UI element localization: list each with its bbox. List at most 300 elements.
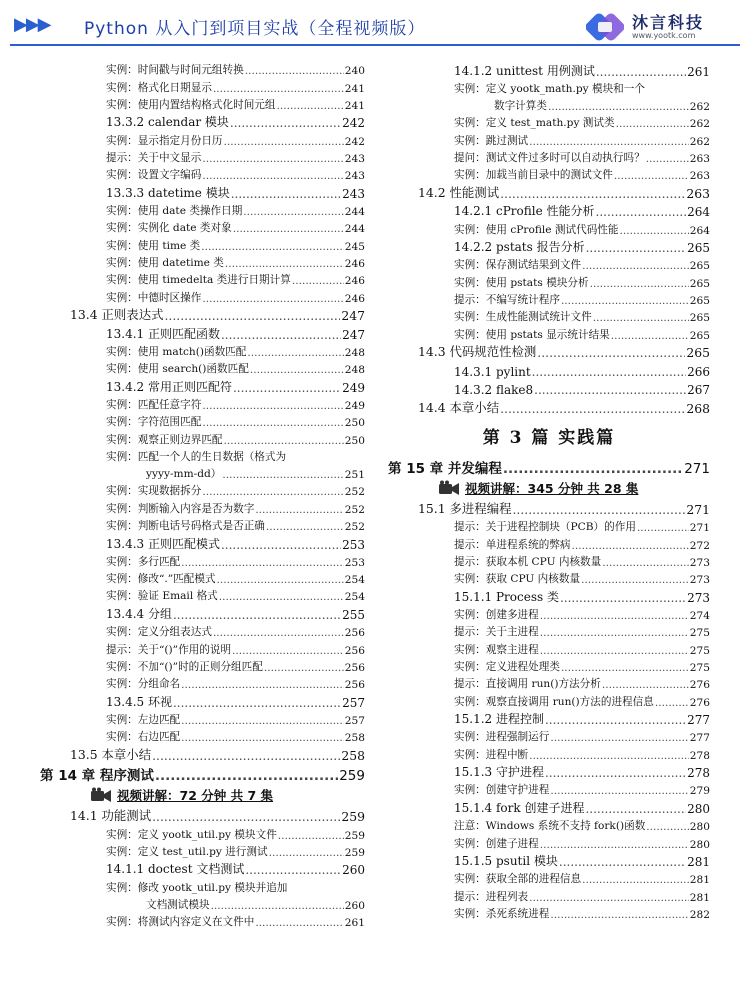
leader-dots [646, 821, 688, 833]
toc-entry [388, 324, 710, 341]
toc-page-number: 254 [344, 574, 365, 587]
toc-subsection [40, 182, 365, 201]
leader-dots [264, 662, 344, 674]
toc-entry [388, 272, 710, 289]
toc-entry [40, 270, 365, 287]
toc-page-number: 276 [689, 696, 710, 709]
leader-dots [534, 383, 686, 397]
toc-page-number: 264 [689, 224, 710, 237]
toc-subsection [388, 60, 710, 79]
leader-dots [233, 381, 341, 395]
toc-entry [40, 148, 365, 165]
toc-page-number: 276 [689, 679, 710, 692]
toc-entry [40, 727, 365, 744]
toc-entry-label: 注意：Windows 系统不支持 fork()函数 [454, 820, 646, 833]
toc-entry [40, 412, 365, 429]
toc-entry [388, 255, 710, 272]
toc-entry-label: 实例：使用 match()函数匹配 [106, 345, 247, 358]
toc-entry [388, 219, 710, 236]
toc-entry [40, 201, 365, 218]
toc-entry [388, 79, 710, 96]
part-title: 第 3 篇 实践篇 [482, 428, 616, 449]
leader-dots [655, 697, 689, 709]
toc-entry-label: 实例：定义分组表达式 [106, 626, 212, 639]
toc-entry-label: 实例：右边匹配 [106, 731, 181, 744]
toc-page-number: 246 [344, 257, 365, 270]
toc-section [388, 342, 710, 361]
toc-entry [40, 674, 365, 691]
leader-dots [529, 750, 689, 762]
toc-page-number: 259 [344, 846, 365, 859]
toc-page-number: 259 [341, 809, 365, 825]
toc-entry-label: 实例：使用 time 类 [106, 239, 201, 252]
toc-column-left [40, 60, 365, 929]
leader-dots [202, 153, 343, 165]
toc-entry [40, 498, 365, 515]
toc-page-number: 256 [344, 627, 365, 640]
toc-entry-label: 提示：不编写统计程序 [454, 293, 560, 306]
toc-page-number: 242 [344, 135, 365, 148]
toc-entry [40, 287, 365, 304]
toc-page-number: 240 [344, 65, 365, 78]
toc-entry [388, 727, 710, 744]
toc-page-number: 249 [344, 399, 365, 412]
toc-entry [40, 481, 365, 498]
toc-page-number: 255 [342, 607, 365, 622]
toc-entry [40, 77, 365, 94]
leader-dots [266, 521, 344, 533]
toc-page-number: 261 [344, 917, 365, 930]
toc-entry [40, 60, 365, 77]
toc-chapter [388, 456, 710, 477]
toc-entry [40, 359, 365, 376]
leader-dots [596, 205, 687, 219]
leader-dots [561, 295, 689, 307]
toc-entry [40, 842, 365, 859]
toc-entry-label: 实例：使用 search()函数匹配 [106, 363, 249, 376]
toc-entry-label: 13.4.3 正则匹配模式 [106, 536, 220, 551]
toc-entry-label: 实例：多行匹配 [106, 555, 181, 568]
toc-entry [388, 307, 710, 324]
toc-entry-label: 14.1.1 doctest 文档测试 [106, 862, 245, 877]
toc-entry-label: 14.2 性能测试 [418, 184, 500, 200]
toc-entry [40, 824, 365, 841]
toc-entry [388, 780, 710, 797]
toc-page-number: 267 [687, 383, 710, 398]
toc-entry-label: 14.3.1 pylint [454, 364, 531, 379]
toc-page-number: 277 [689, 732, 710, 745]
toc-section [40, 744, 365, 763]
toc-entry-label: 15.1.5 psutil 模块 [454, 854, 558, 869]
leader-dots [529, 892, 689, 904]
toc-page-number: 278 [689, 749, 710, 762]
toc-entry-label: 实例：定义进程处理类 [454, 660, 560, 673]
leader-dots [222, 469, 343, 481]
toc-page-number: 261 [687, 64, 710, 79]
toc-entry-label: 提示：关于中文显示 [106, 151, 202, 164]
toc-entry-label: 15.1.4 fork 创建子进程 [454, 800, 585, 815]
toc-entry-label: 实例：使用 timedelta 类进行日期计算 [106, 274, 291, 287]
toc-page-number: 271 [684, 460, 710, 477]
leader-dots [537, 345, 685, 360]
leader-dots [173, 608, 341, 622]
toc-entry [388, 569, 710, 586]
leader-dots [611, 330, 689, 342]
toc-page-number: 241 [344, 82, 365, 95]
toc-page-number: 265 [689, 312, 710, 325]
toc-page-number: 273 [689, 556, 710, 569]
toc-entry-label: 实例：生成性能测试统计文件 [454, 311, 592, 324]
toc-entry [388, 691, 710, 708]
toc-entry [388, 290, 710, 307]
leader-dots [500, 186, 685, 201]
toc-page-number: 273 [689, 574, 710, 587]
toc-entry [40, 622, 365, 639]
leader-dots [202, 293, 343, 305]
toc-entry-label: 提问：测试文件过多时可以自动执行吗？ [454, 151, 645, 164]
toc-entry [40, 95, 365, 112]
toc-entry-label: 提示：直接调用 run()方法分析 [454, 678, 601, 691]
toc-page-number: 243 [344, 170, 365, 183]
toc-entry-label: 实例：定义 test_math.py 测试类 [454, 117, 615, 130]
leader-dots [219, 591, 344, 603]
leader-dots [181, 715, 344, 727]
leader-dots [550, 732, 688, 744]
toc-entry-label: 实例：显示指定月份日历 [106, 134, 223, 147]
toc-entry-label: 实例：判断电话号码格式是否正确 [106, 520, 265, 533]
toc-page-number: 265 [689, 260, 710, 273]
toc-page-number: 243 [342, 186, 365, 201]
toc-page-number: 251 [344, 469, 365, 482]
toc-page-number: 266 [687, 364, 710, 379]
toc-page-number: 263 [689, 152, 710, 165]
toc-subsection [40, 691, 365, 710]
toc-subsection [388, 797, 710, 816]
toc-entry-label: 实例：使用 pstats 显示统计结果 [454, 328, 610, 341]
leader-dots [213, 627, 344, 639]
book-title: Python 从入门到项目实战（全程视频版） [84, 19, 426, 39]
toc-entry-label: 实例：跳过测试 [454, 134, 529, 147]
toc-page-number: 247 [342, 327, 365, 342]
leader-dots [548, 101, 689, 113]
toc-page-number: 257 [342, 695, 365, 710]
leader-dots [545, 713, 686, 727]
toc-entry-label: 实例：修改 yootk_util.py 模块并追加 [106, 881, 288, 894]
toc-entry-label: 实例：获取 CPU 内核数量 [454, 573, 581, 586]
leader-dots [292, 275, 344, 287]
toc-entry-label: 实例：获取全部的进程信息 [454, 873, 582, 886]
toc-page-number: 265 [689, 329, 710, 342]
toc-page-number: 258 [341, 747, 365, 763]
leader-dots [202, 417, 343, 429]
toc-entry-label: 实例：字符范围匹配 [106, 416, 202, 429]
toc-page-number: 250 [344, 417, 365, 430]
leader-dots [202, 170, 343, 182]
toc-entry [388, 744, 710, 761]
toc-page-number: 262 [689, 101, 710, 114]
toc-subsection [40, 603, 365, 622]
leader-dots [540, 610, 689, 622]
toc-entry [388, 886, 710, 903]
toc-page-number: 280 [687, 801, 710, 816]
toc-page-number: 253 [344, 556, 365, 569]
toc-entry [388, 113, 710, 130]
toc-entry [40, 710, 365, 727]
leader-dots [646, 153, 689, 165]
toc-entry-label: 15.1 多进程编程 [418, 501, 512, 517]
toc-page-number: 256 [344, 661, 365, 674]
toc-entry-label: 14.1 功能测试 [70, 808, 152, 824]
leader-dots [255, 917, 343, 929]
leader-dots [202, 400, 343, 412]
toc-subsection [388, 201, 710, 220]
toc-page-number: 281 [689, 874, 710, 887]
leader-dots [561, 662, 689, 674]
leader-dots [512, 502, 685, 517]
leader-dots [637, 522, 689, 534]
toc-page-number: 262 [689, 118, 710, 131]
toc-entry-label: 15.1.3 守护进程 [454, 765, 544, 780]
toc-page-number: 280 [689, 838, 710, 851]
toc-entry-label: 实例：格式化日期显示 [106, 81, 212, 94]
toc-page-number: 275 [689, 644, 710, 657]
toc-subsection [388, 586, 710, 605]
toc-entry [388, 148, 710, 165]
leader-dots [602, 679, 689, 691]
toc-entry-label: 实例：使用 pstats 模块分析 [454, 276, 589, 289]
toc-entry [388, 639, 710, 656]
toc-page-number: 253 [342, 537, 365, 552]
toc-page-number: 275 [689, 661, 710, 674]
leader-dots [164, 308, 340, 323]
leader-dots [540, 645, 689, 657]
toc-entry-label: 实例：观察正则边界匹配 [106, 433, 223, 446]
publisher-logo [586, 8, 736, 44]
leader-dots [181, 679, 344, 691]
video-camera-icon [438, 480, 460, 496]
toc-entry [40, 657, 365, 674]
toc-entry-label: 14.2.2 pstats 报告分析 [454, 240, 585, 255]
leader-dots [233, 223, 344, 235]
leader-dots [173, 696, 341, 710]
logo-name: 沐言科技 [632, 13, 705, 32]
toc-page-number: 244 [344, 223, 365, 236]
toc-entry [40, 877, 365, 894]
toc-page-number: 279 [689, 785, 710, 798]
toc-entry-label: 13.4.5 环视 [106, 694, 172, 709]
toc-entry-label: 实例：使用 cProfile 测试代码性能 [454, 223, 619, 236]
toc-page-number: 274 [689, 610, 710, 623]
toc-subsection [40, 859, 365, 878]
toc-subsection [40, 323, 365, 342]
toc-page-number: 248 [344, 346, 365, 359]
toc-entry [388, 534, 710, 551]
toc-page-number: 247 [341, 308, 365, 324]
leader-dots [582, 260, 689, 272]
toc-entry [388, 517, 710, 534]
toc-entry-label: 实例：保存测试结果到文件 [454, 259, 582, 272]
toc-entry-label: 提示：进程列表 [454, 890, 529, 903]
leader-dots [559, 855, 686, 869]
leader-dots [202, 486, 343, 498]
leader-dots [593, 312, 689, 324]
toc-entry [388, 96, 710, 113]
toc-section [388, 499, 710, 518]
toc-entry-label: 实例：定义 yootk_math.py 模块和一个 [454, 82, 645, 95]
leader-dots [582, 874, 689, 886]
toc-page-number: 281 [687, 855, 710, 870]
toc-entry-label: 13.4 正则表达式 [70, 307, 164, 323]
toc-entry-label: 实例：定义 yootk_util.py 模块文件 [106, 828, 277, 841]
toc-page-number: 242 [342, 116, 365, 131]
toc-entry-label: 实例：中德时区操作 [106, 291, 202, 304]
leader-dots [245, 863, 341, 877]
toc-entry-label: yyyy-mm-dd） [146, 468, 222, 481]
toc-subsection [388, 851, 710, 870]
leader-dots [503, 461, 683, 477]
leader-dots [602, 557, 689, 569]
toc-page-number: 258 [344, 732, 365, 745]
toc-subsection [388, 709, 710, 728]
toc-entry-label: 13.3.3 datetime 模块 [106, 185, 230, 200]
toc-entry-label: 实例：杀死系统进程 [454, 907, 550, 920]
toc-page-number: 259 [344, 829, 365, 842]
toc-entry-label: 实例：判断输入内容是否为数字 [106, 502, 255, 515]
toc-entry-label: 14.3 代码规范性检测 [418, 344, 537, 360]
toc-entry [40, 130, 365, 147]
toc-page-number: 245 [344, 240, 365, 253]
toc-entry-label: 数字计算类 [494, 100, 547, 113]
toc-page-number: 265 [686, 345, 710, 361]
toc-entry-label: 14.3.2 flake8 [454, 383, 534, 398]
toc-entry-label: 14.1.2 unittest 用例测试 [454, 63, 595, 78]
toc-entry [388, 165, 710, 182]
toc-entry-label: 提示：关于进程控制块（PCB）的作用 [454, 521, 636, 534]
toc-entry-label: 实例：使用 datetime 类 [106, 256, 224, 269]
leader-dots [155, 768, 338, 784]
leader-dots [596, 65, 686, 79]
leader-dots [590, 278, 689, 290]
leader-dots [540, 839, 689, 851]
toc-page-number: 272 [689, 539, 710, 552]
toc-subsection [388, 762, 710, 781]
toc-entry-label: 第 15 章 并发编程 [388, 460, 502, 477]
toc-section [388, 397, 710, 416]
toc-entry-label: 实例：时间戳与时间元组转换 [106, 64, 244, 77]
video-camera-icon [90, 787, 112, 803]
toc-entry [40, 586, 365, 603]
leader-dots [500, 401, 685, 416]
toc-entry [40, 639, 365, 656]
toc-entry-label: 实例：验证 Email 格式 [106, 590, 218, 603]
toc-entry-label: 实例：设置文字编码 [106, 169, 202, 182]
toc-entry [388, 622, 710, 639]
toc-page-number: 260 [344, 899, 365, 912]
page-header [0, 0, 750, 52]
leader-dots [231, 187, 341, 201]
toc-entry [388, 816, 710, 833]
toc-page-number: 256 [344, 644, 365, 657]
toc-page-number: 268 [686, 400, 710, 416]
part-heading [388, 416, 710, 456]
yootk-logo-icon [586, 10, 624, 42]
leader-dots [545, 766, 686, 780]
leader-dots [152, 748, 340, 763]
video-lecture-info [388, 477, 710, 499]
toc-page-number: 273 [687, 590, 710, 605]
toc-entry-label: 实例：定义 test_util.py 进行测试 [106, 845, 268, 858]
leader-dots [225, 258, 344, 270]
toc-entry-label: 实例：实例化 date 类对象 [106, 222, 232, 235]
toc-entry [388, 130, 710, 147]
toc-entry [40, 912, 365, 929]
toc-column-right [388, 60, 710, 921]
leader-dots [221, 538, 341, 552]
toc-page-number: 259 [339, 767, 365, 784]
toc-entry-label: 提示：获取本机 CPU 内核数量 [454, 555, 602, 568]
toc-entry-label: 13.5 本章小结 [70, 746, 152, 762]
toc-page-number: 265 [689, 294, 710, 307]
leader-dots [230, 116, 341, 130]
leader-dots [211, 900, 344, 912]
toc-entry-label: 实例：创建守护进程 [454, 784, 550, 797]
leader-dots [581, 574, 689, 586]
toc-entry-label: 实例：实现数据拆分 [106, 485, 202, 498]
leader-dots [532, 365, 686, 379]
toc-entry-label: 实例：创建多进程 [454, 609, 539, 622]
toc-page-number: 252 [344, 503, 365, 516]
toc-entry [40, 569, 365, 586]
toc-page-number: 263 [689, 170, 710, 183]
toc-page-number: 278 [687, 766, 710, 781]
toc-entry [40, 395, 365, 412]
toc-page-number: 241 [344, 99, 365, 112]
leader-dots [217, 574, 344, 586]
toc-entry-label: 实例：修改“.”匹配模式 [106, 573, 216, 586]
toc-entry-label: 实例：进程中断 [454, 748, 529, 761]
toc-page-number: 256 [344, 679, 365, 692]
toc-subsection [40, 533, 365, 552]
toc-entry-label: 实例：创建子进程 [454, 837, 539, 850]
leader-dots [152, 809, 340, 824]
toc-page-number: 246 [344, 292, 365, 305]
toc-page-number: 277 [687, 713, 710, 728]
toc-page-number: 260 [342, 863, 365, 878]
toc-page-number: 244 [344, 206, 365, 219]
toc-entry [388, 552, 710, 569]
toc-entry-label: 实例：匹配任意字符 [106, 398, 202, 411]
leader-dots [540, 627, 689, 639]
leader-dots [181, 557, 344, 569]
toc-page-number: 262 [689, 135, 710, 148]
toc-page-number: 248 [344, 364, 365, 377]
toc-entry [40, 516, 365, 533]
toc-entry-label: 实例：使用内置结构格式化时间元组 [106, 98, 276, 111]
toc-entry-label: 13.3.2 calendar 模块 [106, 115, 229, 130]
toc-entry-label: 实例：观察主进程 [454, 643, 539, 656]
toc-entry [40, 235, 365, 252]
toc-page-number: 252 [344, 521, 365, 534]
leader-dots [213, 83, 344, 95]
toc-entry [40, 895, 365, 912]
leader-dots [278, 830, 344, 842]
toc-section [40, 305, 365, 324]
logo-url: www.yootk.com [632, 31, 696, 40]
toc-entry-label: 提示：关于主进程 [454, 626, 539, 639]
toc-entry [388, 605, 710, 622]
video-lecture-text: 视频讲解：345 分钟 共 28 集 [465, 480, 639, 496]
toc-section [40, 806, 365, 825]
